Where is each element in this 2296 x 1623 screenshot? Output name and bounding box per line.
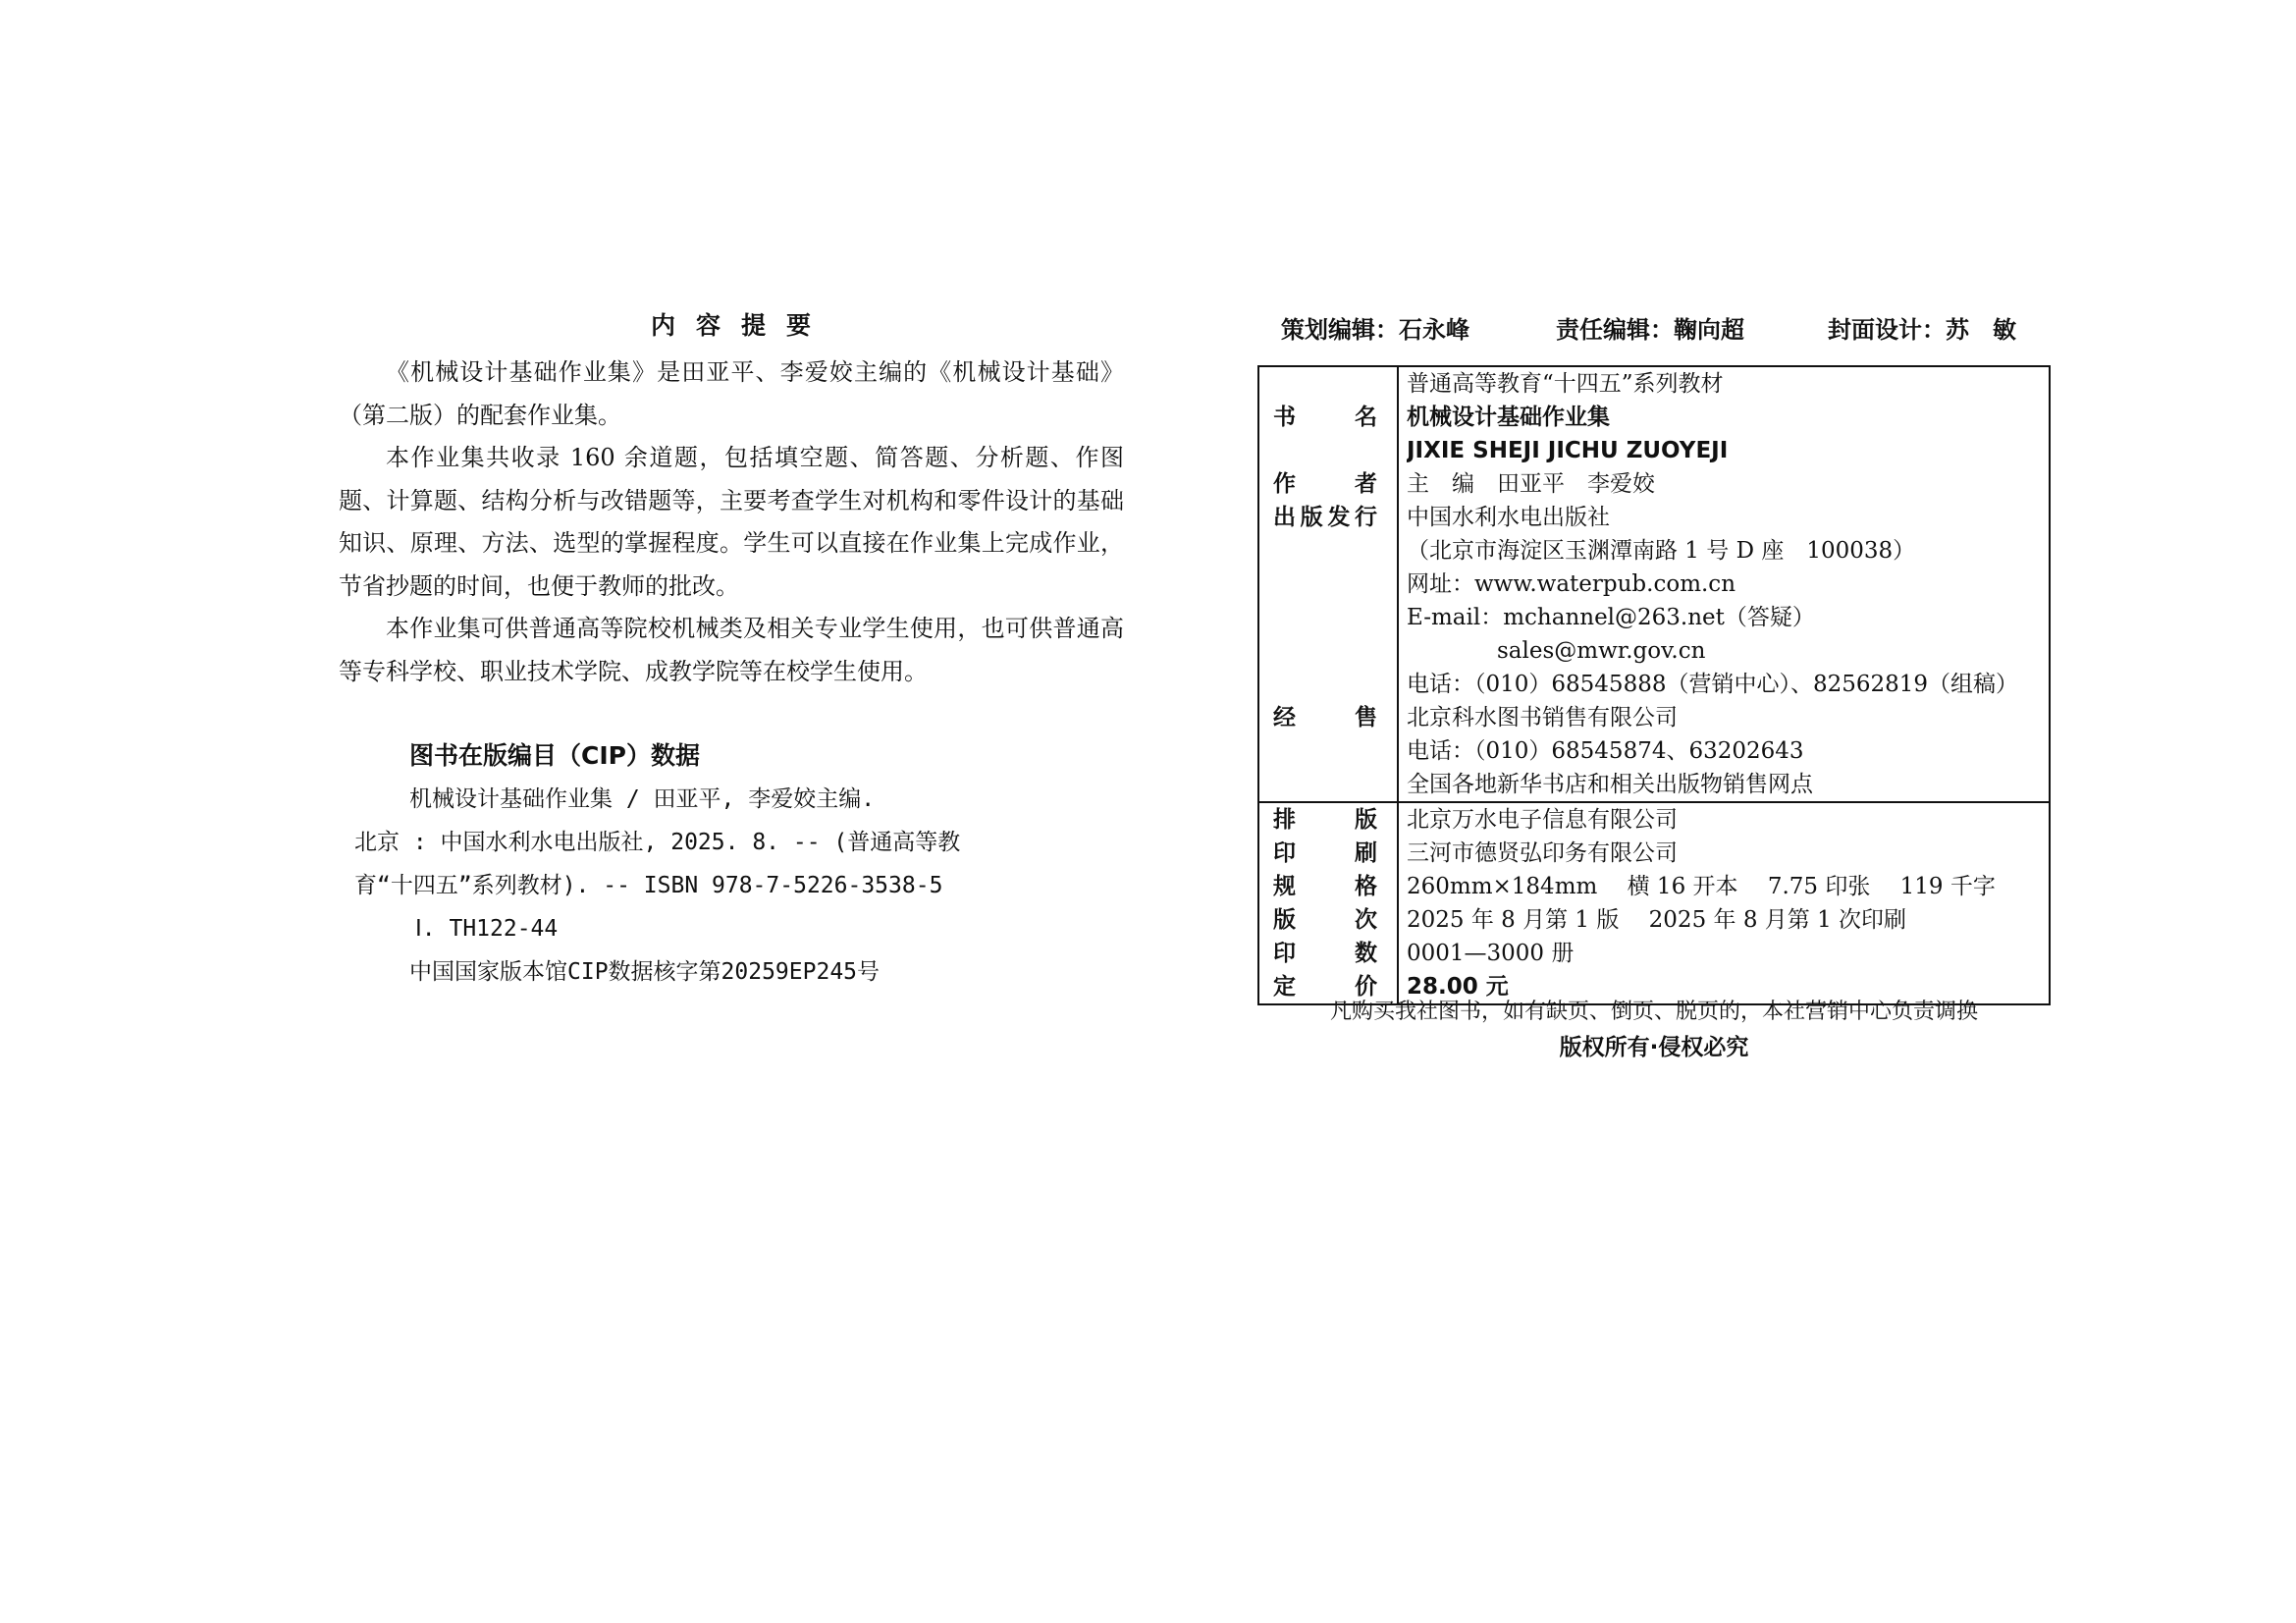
label-char: 者 — [1355, 471, 1377, 497]
value-column — [1399, 803, 2049, 1003]
label-char: 数 — [1355, 941, 1377, 966]
cip-line: 中国国家版本馆CIP数据核字第20259EP245号 — [409, 959, 881, 985]
label-printing — [1259, 837, 1397, 870]
publication-section — [1259, 367, 2049, 801]
cip-line: Ⅰ. TH122-44 — [415, 916, 559, 942]
cip-line: 育“十四五”系列教材). -- ISBN 978-7-5226-3538-5 — [354, 873, 943, 898]
cover-designer: 封面设计：苏 敏 — [1828, 316, 2016, 344]
edition-value: 2025 年 8 月第 1 版 2025 年 8 月第 1 次印刷 — [1407, 907, 1907, 933]
label-char: 印 — [1273, 941, 1296, 966]
label-print-run — [1259, 937, 1397, 970]
label-edition — [1259, 903, 1397, 937]
website: 网址：www.waterpub.com.cn — [1407, 571, 1736, 597]
content-summary — [339, 306, 1124, 693]
printing-value: 三河市德贤弘印务有限公司 — [1407, 840, 1678, 866]
label-typeset — [1259, 803, 1397, 837]
typeset-value: 北京万水电子信息有限公司 — [1407, 807, 1678, 833]
copyright-notice: 版权所有·侵权必究 — [1559, 1035, 1749, 1060]
price-value: 28.00 元 — [1407, 974, 1509, 1000]
production-section — [1259, 801, 2049, 1003]
label-char: 版 — [1273, 907, 1296, 933]
cip-title: 图书在版编目（CIP）数据 — [409, 741, 700, 770]
summary-paragraph: 本作业集共收录 160 余道题，包括填空题、简答题、分析题、作图题、计算题、结构分析与改错题等，主要考查学生对机构和零件设计的基础知识、原理、方法、选型的掌握程度。学生可以直接在作业集上完成作业，节省抄题的时间，也便于教师的批改。 — [339, 444, 1124, 600]
distributor-name: 北京科水图书销售有限公司 — [1407, 705, 1678, 730]
summary-heading: 内容提要 — [650, 311, 831, 340]
publisher-name: 中国水利水电出版社 — [1407, 505, 1610, 530]
label-char: 出 — [1273, 505, 1296, 530]
label-char: 版 — [1300, 505, 1323, 530]
editors-line — [1281, 310, 2047, 344]
label-char: 经 — [1273, 705, 1296, 730]
label-char: 行 — [1354, 505, 1377, 530]
label-char: 规 — [1273, 874, 1296, 899]
print-run-value: 0001—3000 册 — [1407, 941, 1575, 966]
email-secondary: sales@mwr.gov.cn — [1497, 638, 1706, 664]
planning-editor: 策划编辑：石永峰 — [1281, 316, 1469, 344]
label-char: 作 — [1273, 471, 1296, 497]
summary-paragraph: 《机械设计基础作业集》是田亚平、李爱姣主编的《机械设计基础》（第二版）的配套作业集。 — [339, 358, 1124, 429]
label-char: 售 — [1355, 705, 1377, 730]
replacement-notice: 凡购买我社图书，如有缺页、倒页、脱页的，本社营销中心负责调换 — [1329, 1000, 1978, 1024]
label-char: 定 — [1273, 974, 1296, 1000]
cip-line: 北京 : 中国水利水电出版社, 2025. 8. -- (普通高等教 — [354, 830, 961, 855]
cip-line: 机械设计基础作业集 / 田亚平, 李爱姣主编. — [409, 786, 876, 812]
publisher-phone: 电话：（010）68545888（营销中心）、82562819（组稿） — [1407, 672, 2019, 697]
responsible-editor: 责任编辑：鞠向超 — [1556, 316, 1744, 344]
pinyin-title: JIXIE SHEJI JICHU ZUOYEJI — [1407, 438, 1729, 463]
cip-data — [339, 734, 1124, 994]
label-char: 发 — [1327, 505, 1351, 530]
label-author — [1259, 467, 1397, 501]
label-publisher — [1259, 501, 1397, 534]
label-char: 名 — [1355, 405, 1377, 430]
label-char: 格 — [1355, 874, 1377, 899]
sales-network: 全国各地新华书店和相关出版物销售网点 — [1407, 772, 1813, 797]
label-char: 书 — [1273, 405, 1296, 430]
email-primary: E-mail：mchannel@263.net（答疑） — [1407, 605, 1815, 630]
label-column — [1259, 803, 1399, 1003]
label-column — [1259, 367, 1399, 801]
book-title: 机械设计基础作业集 — [1407, 405, 1610, 430]
distributor-phone: 电话：（010）68545874、63202643 — [1407, 738, 1804, 764]
label-char: 次 — [1355, 907, 1377, 933]
series-name: 普通高等教育“十四五”系列教材 — [1407, 371, 1724, 397]
publication-info-box — [1257, 365, 2051, 1005]
label-char: 版 — [1355, 807, 1377, 833]
label-char: 刷 — [1355, 840, 1377, 866]
label-title — [1259, 401, 1397, 434]
label-char: 排 — [1273, 807, 1296, 833]
spec-value: 260mm×184mm 横 16 开本 7.75 印张 119 千字 — [1407, 874, 1996, 899]
summary-paragraph: 本作业集可供普通高等院校机械类及相关专业学生使用，也可供普通高等专科学校、职业技术学院、成教学院等在校学生使用。 — [339, 615, 1124, 685]
label-spec — [1259, 870, 1397, 903]
label-char: 印 — [1273, 840, 1296, 866]
author-value: 主 编 田亚平 李爱姣 — [1407, 471, 1655, 497]
publisher-address: （北京市海淀区玉渊潭南路 1 号 D 座 100038） — [1407, 538, 1916, 564]
value-column — [1399, 367, 2049, 801]
label-char: 价 — [1355, 974, 1377, 1000]
label-distributor — [1259, 701, 1397, 734]
